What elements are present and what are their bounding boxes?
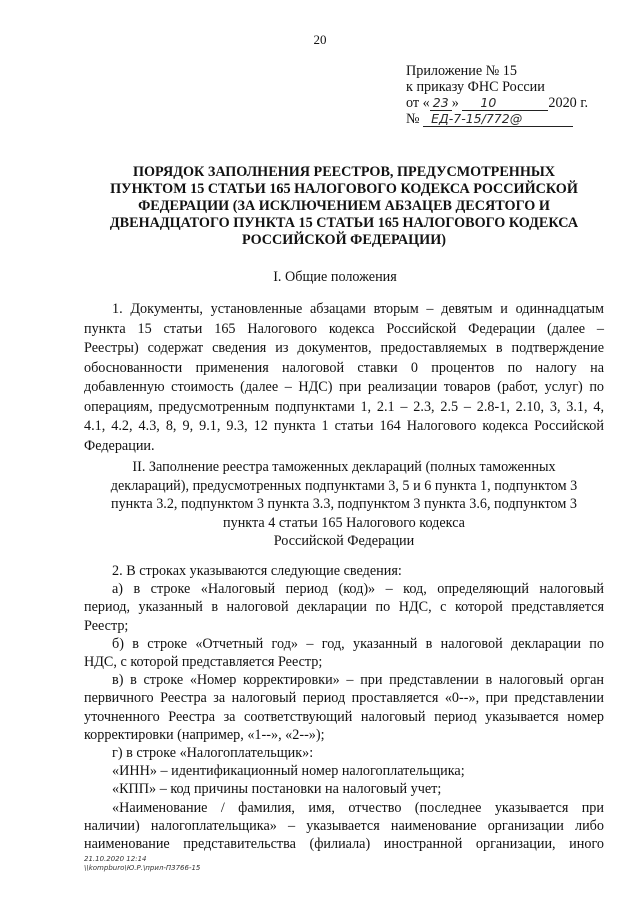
body-line: а) в строке «Налоговый период (код)» – код, определяющий налоговый (112, 581, 604, 598)
body-line: Реестр; (84, 617, 129, 634)
body-line: б) в строке «Отчетный год» – год, указанный в налоговой декларации по (112, 635, 604, 652)
body-line: наименование представительства (филиала) иностранной организации, иного (84, 836, 604, 853)
annex-title: Приложение № 15 (406, 63, 517, 79)
paragraph-line: 4.1, 4.2, 4.3, 8, 9, 9.1, 9.3, 12 пункта 1 статьи 164 Налогового кодекса Российской (84, 418, 604, 434)
footer-timestamp: 21.10.2020 12:14 (84, 855, 147, 863)
body-line: «ИНН» – идентификационный номер налогоплательщика; (112, 763, 465, 780)
page-number: 20 (313, 32, 327, 47)
footer (84, 855, 200, 873)
paragraph-line: пункта 15 статьи 165 Налогового кодекса Российской Федерации (далее – (84, 320, 604, 337)
annex-date-prefix: от « (406, 95, 430, 111)
paragraph-line: Федерации. (84, 437, 155, 454)
annex-number-prefix: № (406, 111, 420, 127)
paragraph-1 (84, 300, 604, 456)
footer-file-ref: \\kompburo\Ю.Р.\прил-П3766-15 (84, 864, 201, 872)
body-line: «КПП» – код причины постановки на налоговый учет; (112, 781, 442, 798)
section-2-line: пункта 3.2, подпунктом 3 пункта 3.3, подпунктом 3 пункта 3.6, подпунктом 3 (111, 496, 577, 513)
annex-date (406, 95, 606, 111)
annex-number (406, 111, 606, 127)
body-line: 2. В строках указываются следующие сведения: (112, 563, 402, 579)
document-title (82, 164, 606, 249)
body-line: корректировки (например, «1--», «2--»); (84, 726, 325, 743)
body-line: НДС, с которой представляется Реестр; (84, 654, 323, 671)
annex-block (406, 63, 606, 127)
body-line: первичного Реестра за налоговый период проставляется «0--», при представлении (84, 690, 604, 707)
section-2-line: деклараций), предусмотренных подпунктами 3, 5 и 6 пункта 1, подпунктом 3 (110, 477, 578, 494)
annex-number-value: ЕД-7-15/772@ (423, 112, 573, 127)
paragraph-line: обоснованности применения налоговой ставки 0 процентов по налогу на (84, 359, 604, 376)
title-line: ПОРЯДОК ЗАПОЛНЕНИЯ РЕЕСТРОВ, ПРЕДУСМОТРЕННЫХ (132, 164, 556, 180)
paragraph-line: 1. Документы, установленные абзацами вторым – девятым и одиннадцатым (112, 301, 604, 317)
body-line: период, указанный в налоговой декларации по НДС, с которой представляется (84, 599, 604, 616)
body-line: г) в строке «Налогоплательщик»: (112, 745, 314, 762)
section-2-line: II. Заполнение реестра таможенных деклараций (полных таможенных (132, 459, 556, 475)
section-2-body (84, 562, 604, 853)
section-2-line: пункта 4 статьи 165 Налогового кодекса (223, 514, 465, 531)
annex-date-month: 10 (462, 96, 548, 111)
section-2-line: Российской Федерации (273, 533, 415, 550)
annex-order-ref: к приказу ФНС России (406, 79, 545, 95)
section-2-heading (86, 458, 602, 551)
body-line: наличии) налогоплательщика» – указывается наименование организации либо (84, 817, 604, 834)
title-line: ДВЕНАДЦАТОГО ПУНКТА 15 СТАТЬИ 165 НАЛОГОВОГО КОДЕКСА (109, 215, 579, 231)
annex-date-year: 2020 г. (548, 95, 589, 111)
paragraph-line: Реестры) содержат сведения из документов, предоставляемых в подтверждение (84, 340, 604, 356)
paragraph-line: операциям, предусмотренным подпунктами 1, 2.1 – 2.3, 2.5 – 2.8-1, 2.10, 3, 3.1, 4, (84, 398, 604, 415)
annex-date-mid: » (451, 95, 459, 111)
title-line: ПУНКТОМ 15 СТАТЬИ 165 НАЛОГОВОГО КОДЕКСА РОССИЙСКОЙ (110, 181, 578, 197)
paragraph-line: добавленную стоимость (далее – НДС) при реализации товаров (работ, услуг) по (84, 379, 604, 395)
title-line: РОССИЙСКОЙ ФЕДЕРАЦИИ) (242, 232, 446, 248)
section-1-heading: I. Общие положения (273, 269, 397, 285)
title-line: ФЕДЕРАЦИИ (ЗА ИСКЛЮЧЕНИЕМ АБЗАЦЕВ ДЕСЯТОГО И (138, 198, 550, 214)
body-line: в) в строке «Номер корректировки» – при представлении в налоговый орган (112, 672, 604, 689)
body-line: уточненного Реестра за соответствующий налоговый период указывается номер (84, 708, 604, 725)
annex-date-day: 23 (430, 96, 452, 111)
body-line: «Наименование / фамилия, имя, отчество (последнее указывается при (112, 799, 604, 816)
